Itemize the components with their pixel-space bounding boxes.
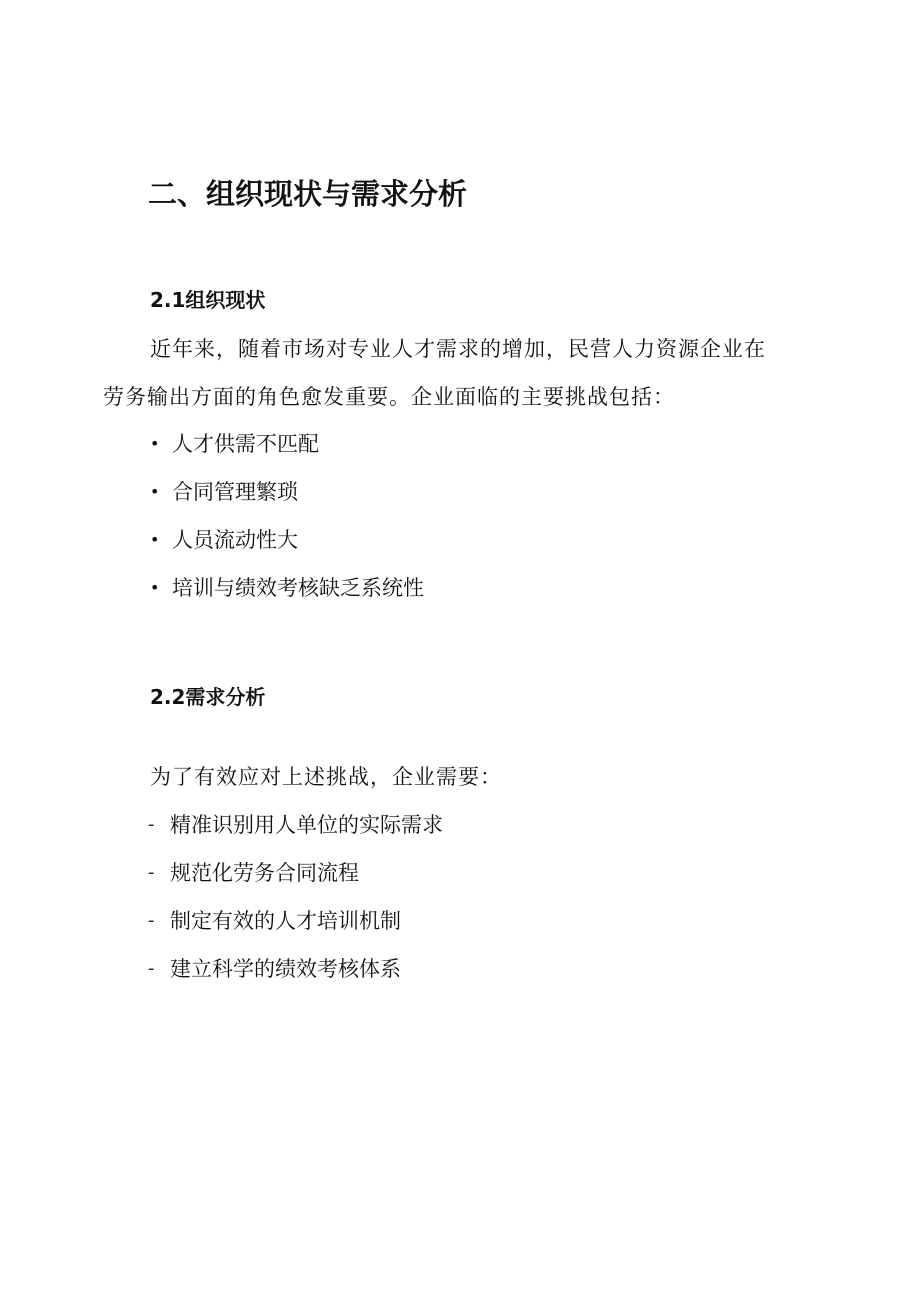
- list-item-text: 建立科学的绩效考核体系: [170, 957, 401, 981]
- challenge-list-item: [150, 572, 424, 604]
- bullet-icon: •: [150, 578, 160, 597]
- dash-icon: -: [148, 814, 155, 835]
- need-list-item: [148, 953, 401, 985]
- challenge-list-item: [150, 476, 298, 508]
- bullet-icon: •: [150, 434, 160, 453]
- chapter-title: 二、组织现状与需求分析: [148, 177, 468, 211]
- list-item-text: 培训与绩效考核缺乏系统性: [172, 576, 424, 600]
- challenge-list-item: [150, 524, 298, 556]
- dash-icon: -: [148, 862, 155, 883]
- need-list-item: [148, 809, 443, 841]
- need-list-item: [148, 905, 401, 937]
- challenge-list-item: [150, 428, 319, 460]
- list-item-text: 规范化劳务合同流程: [170, 861, 359, 885]
- list-item-text: 人员流动性大: [172, 528, 298, 552]
- paragraph-line: 为了有效应对上述挑战，企业需要：: [150, 765, 502, 789]
- need-list-item: [148, 857, 359, 889]
- bullet-icon: •: [150, 482, 160, 501]
- list-item-text: 精准识别用人单位的实际需求: [170, 813, 443, 837]
- list-item-text: 人才供需不匹配: [172, 432, 319, 456]
- section-title-2-2: 2.2需求分析: [150, 685, 266, 709]
- dash-icon: -: [148, 910, 155, 931]
- list-item-text: 制定有效的人才培训机制: [170, 909, 401, 933]
- bullet-icon: •: [150, 530, 160, 549]
- list-item-text: 合同管理繁琐: [172, 480, 298, 504]
- section-title-2-1: 2.1组织现状: [150, 288, 266, 312]
- paragraph-line: 劳务输出方面的角色愈发重要。企业面临的主要挑战包括：: [103, 385, 675, 409]
- dash-icon: -: [148, 958, 155, 979]
- paragraph-line: 近年来，随着市场对专业人才需求的增加，民营人力资源企业在: [150, 337, 766, 361]
